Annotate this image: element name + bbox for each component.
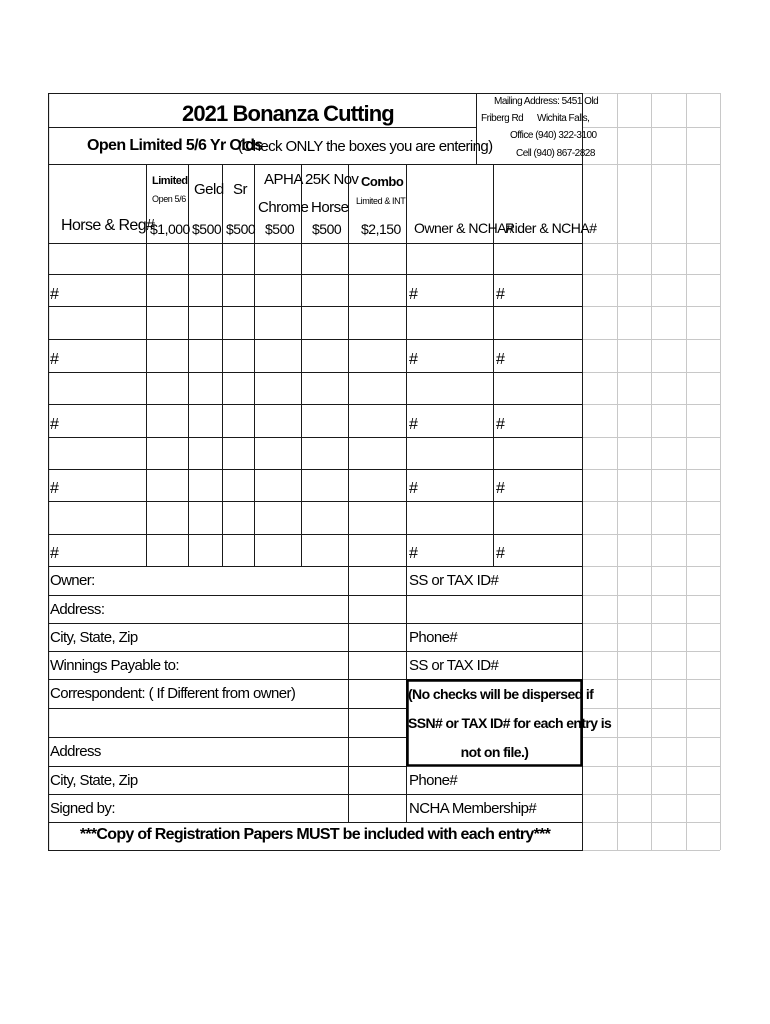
fee-combo: $2,150 — [361, 221, 401, 237]
col-header-apha: APHA — [264, 171, 303, 188]
entry-5-rider-hash[interactable]: # — [496, 545, 505, 562]
entry-2-rider-hash[interactable]: # — [496, 351, 505, 368]
signed-by-label: Signed by: — [50, 800, 115, 817]
owner-label: Owner: — [50, 572, 95, 589]
entry-5-horse-hash[interactable]: # — [50, 545, 59, 562]
correspondent-phone-label: Phone# — [409, 772, 458, 789]
entry-1-owner-hash[interactable]: # — [409, 286, 418, 303]
class-title: Open Limited 5/6 Yr Olds — [87, 137, 263, 154]
winnings-ss-tax-id-label: SS or TAX ID# — [409, 657, 499, 674]
col-header-combo-sub: Limited & INT — [356, 196, 406, 206]
entry-3-horse-hash[interactable]: # — [50, 416, 59, 433]
footer-notice: ***Copy of Registration Papers MUST be included with each entry*** — [79, 826, 551, 843]
entry-5-owner-hash[interactable]: # — [409, 545, 418, 562]
address-label: Address: — [50, 601, 105, 618]
col-header-combo: Combo — [361, 174, 404, 189]
col-header-rider: Rider & NCHA# — [505, 220, 597, 236]
entry-2-owner-hash[interactable]: # — [409, 351, 418, 368]
col-header-chrome: Chrome — [258, 199, 309, 216]
winnings-label: Winnings Payable to: — [50, 657, 179, 674]
cell-phone: Cell (940) 867-2828 — [516, 148, 595, 159]
correspondent-label: Correspondent: ( If Different from owner) — [50, 685, 296, 702]
ss-tax-id-label: SS or TAX ID# — [409, 572, 499, 589]
col-header-horse: Horse & Reg# — [61, 217, 155, 234]
col-header-geld: Geld — [194, 181, 224, 198]
fee-sr: $500 — [226, 221, 256, 237]
city-state-zip-label: City, State, Zip — [50, 629, 138, 646]
notice-line-2: SSN# or TAX ID# for each entry is — [408, 715, 612, 731]
correspondent-address-label: Address — [50, 743, 101, 760]
check-note: (Check ONLY the boxes you are entering) — [238, 138, 493, 155]
entry-3-rider-hash[interactable]: # — [496, 416, 505, 433]
fee-apha: $500 — [265, 221, 295, 237]
entry-4-rider-hash[interactable]: # — [496, 480, 505, 497]
fee-nov: $500 — [312, 221, 342, 237]
phone-label: Phone# — [409, 629, 458, 646]
mailing-address: Mailing Address: 5451 Old — [494, 96, 599, 107]
col-header-sr: Sr — [233, 181, 247, 198]
mailing-street: Friberg Rd — [481, 113, 524, 124]
entry-4-horse-hash[interactable]: # — [50, 480, 59, 497]
correspondent-city-label: City, State, Zip — [50, 772, 138, 789]
form-title: 2021 Bonanza Cutting — [182, 101, 394, 126]
entry-4-owner-hash[interactable]: # — [409, 480, 418, 497]
entry-3-owner-hash[interactable]: # — [409, 416, 418, 433]
col-header-limited-sub: Open 5/6 — [152, 194, 186, 204]
mailing-city: Wichita Falls, — [537, 113, 590, 124]
col-header-nov: 25K Nov — [305, 171, 359, 188]
entry-2-horse-hash[interactable]: # — [50, 351, 59, 368]
entry-1-horse-hash[interactable]: # — [50, 286, 59, 303]
col-header-limited: Limited — [152, 175, 188, 187]
notice-line-3: not on file.) — [460, 744, 529, 760]
fee-geld: $500 — [192, 221, 222, 237]
fee-limited: $1,000 — [150, 221, 190, 237]
ncha-membership-label: NCHA Membership# — [409, 800, 537, 817]
office-phone: Office (940) 322-3100 — [510, 130, 597, 141]
col-header-owner: Owner & NCHA# — [414, 220, 514, 236]
col-header-nov-horse: Horse — [311, 199, 349, 216]
notice-line-1: (No checks will be dispersed if — [408, 686, 594, 702]
entry-1-rider-hash[interactable]: # — [496, 286, 505, 303]
